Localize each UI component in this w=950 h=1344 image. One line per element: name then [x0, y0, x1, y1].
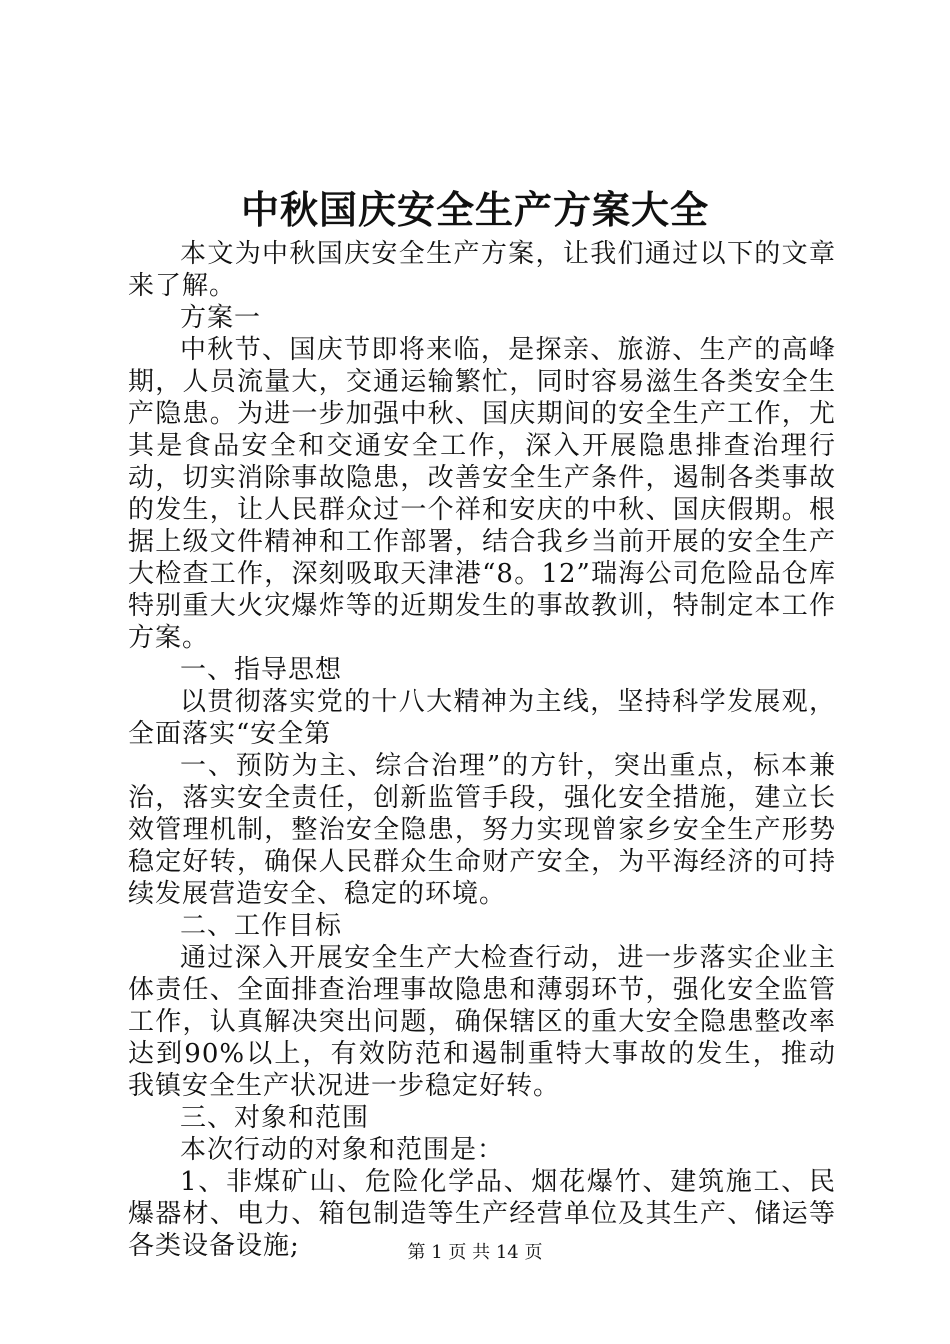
scope-intro-paragraph: 本次行动的对象和范围是： — [180, 1135, 505, 1165]
guiding-ideology-continuation-paragraph: 一、预防为主、综合治理”的方针，突出重点，标本兼治，落实安全责任，创新监管手段，强化安全措施，建立长效管理机制，整治安全隐患，努力实现曾家乡安全生产形势稳定好转，确保人民群众生命财产安全，为平海经济的可持续发展营造安全、稳定的环境。 — [128, 751, 836, 909]
background-paragraph: 中秋节、国庆节即将来临，是探亲、旅游、生产的高峰期，人员流量大，交通运输繁忙，同时容易滋生各类安全生产隐患。为进一步加强中秋、国庆期间的安全生产工作，尤其是食品安全和交通安全工作，深入开展隐患排查治理行动，切实消除事故隐患，改善安全生产条件，遏制各类事故的发生，让人民群众过一个祥和安庆的中秋、国庆假期。根据上级文件精神和工作部署，结合我乡当前开展的安全生产大检查工作，深刻吸取天津港“8。12”瑞海公司危险品仓库特别重大火灾爆炸等的近期发生的事故教训，特制定本工作方案。 — [128, 335, 836, 653]
work-goals-paragraph: 通过深入开展安全生产大检查行动，进一步落实企业主体责任、全面排查治理事故隐患和薄弱环节，强化安全监管工作，认真解决突出问题，确保辖区的重大安全隐患整改率达到90%以上，有效防范和遏制重特大事故的发生，推动我镇安全生产状况进一步稳定好转。 — [128, 943, 836, 1101]
scope-item-1: 1、非煤矿山、危险化学品、烟花爆竹、建筑施工、民爆器材、电力、箱包制造等生产经营单位及其生产、储运等各类设备设施; — [128, 1167, 836, 1261]
intro-paragraph: 本文为中秋国庆安全生产方案，让我们通过以下的文章来了解。 — [128, 239, 836, 301]
section-heading-plan-one: 方案一 — [180, 303, 262, 333]
guiding-ideology-paragraph: 以贯彻落实党的十八大精神为主线，坚持科学发展观，全面落实“安全第 — [128, 687, 836, 749]
document-body — [128, 238, 836, 1262]
page-number-footer: 第 1 页 共 14 页 — [407, 1242, 543, 1263]
section-heading-scope: 三、对象和范围 — [180, 1103, 370, 1133]
document-title: 中秋国庆安全生产方案大全 — [240, 187, 709, 232]
section-heading-work-goals: 二、工作目标 — [180, 911, 343, 941]
section-heading-guiding-ideology: 一、指导思想 — [180, 655, 343, 685]
